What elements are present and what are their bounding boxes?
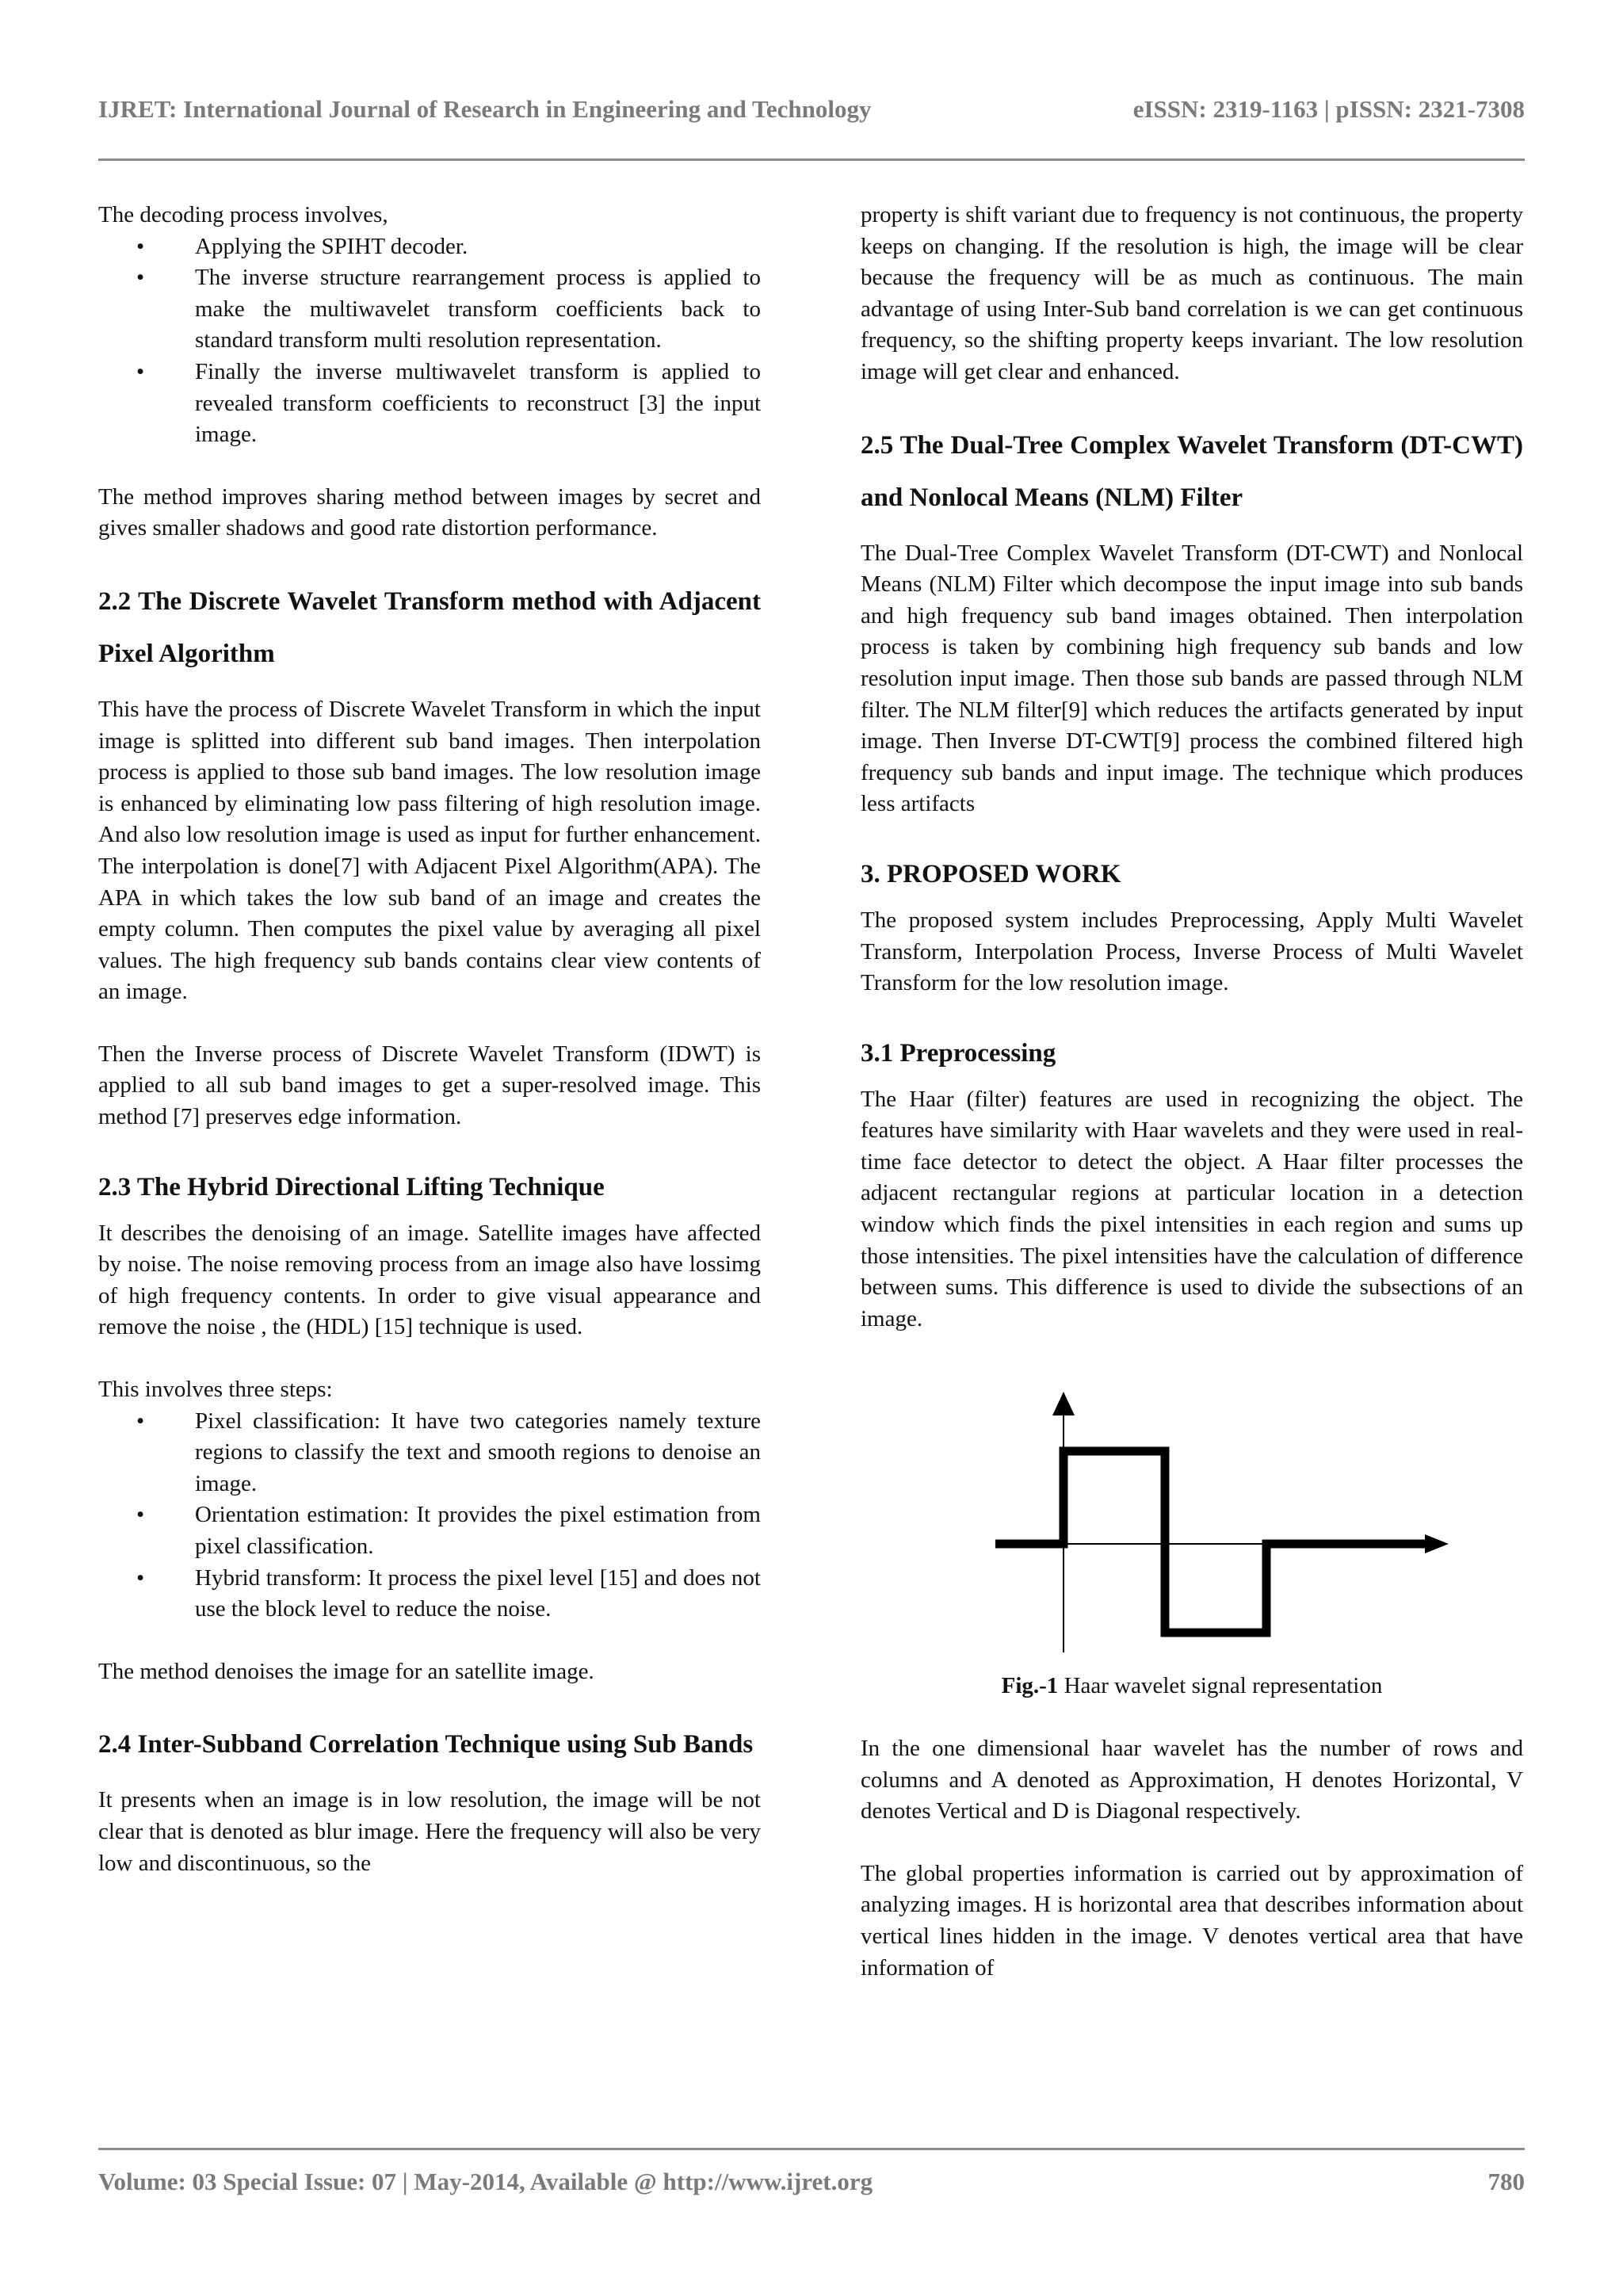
section-2-5-heading: 2.5 The Dual-Tree Complex Wavelet Transform (DT-CWT) and Nonlocal Means (NLM) Filter [861,430,1523,512]
left-column [98,200,761,1910]
header-divider [98,159,1525,161]
bullet-icon: • [136,358,145,384]
list-item: • Applying the SPIHT decoder. [98,231,761,263]
footer-divider [98,2148,1525,2150]
running-header [98,95,1525,135]
bullet-icon: • [136,1408,145,1434]
figure-label: Fig.-1 [1001,1673,1059,1699]
steps-intro: This involves three steps: [98,1377,333,1403]
right-column [861,200,1523,2015]
figure-caption [861,1671,1523,1702]
section-2-4-paragraph-1: It presents when an image is in low resolution, the image will be not clear that is denoted as blur image. Here the frequency will also be very low and discontinuous, so the [98,1787,761,1876]
bullet-icon: • [136,1564,145,1591]
section-2-3-paragraph-1: It describes the denoising of an image. Satellite images have affected by noise. The noise removing process from an image also have lossimg of high frequency contents. In order to give visual appearance and remove the noise , the (HDL) [15] technique is used. [98,1220,761,1340]
section-2-2-heading: 2.2 The Discrete Wavelet Transform method with Adjacent Pixel Algorithm [98,586,761,668]
section-2-4-heading: 2.4 Inter-Subband Correlation Technique using Sub Bands [98,1730,754,1759]
journal-title: IJRET: International Journal of Research in Engineering and Technology [98,95,872,123]
haar-signal-path [995,1451,1425,1633]
section-3-heading: 3. PROPOSED WORK [861,859,1121,888]
bullet-icon: • [136,265,145,291]
section-2-2-paragraph-2: Then the Inverse process of Discrete Wavelet Transform (IDWT) is applied to all sub band images to get a super-resolved image. This method [7] preserves edge information. [98,1041,761,1130]
section-2-3-heading: 2.3 The Hybrid Directional Lifting Technique [98,1172,605,1201]
section-3-1-paragraph-1: The Haar (filter) features are used in recognizing the object. The features have similarity with Haar wavelets and they were used in real-time face detector to detect the object. A Haar filter processes the adjacent rectangular regions at particular location in a detection window which finds the pixel intensities in each region and sums up those intensities. The pixel intensities have the calculation of difference between sums. This difference is used to divide the subsections of an image. [861,1086,1523,1331]
issn-info: eISSN: 2319-1163 | pISSN: 2321-7308 [1132,95,1525,123]
page-number: 780 [1487,2168,1525,2195]
list-item: • Orientation estimation: It provides the pixel estimation from pixel classification. [98,1499,761,1562]
list-item: • Finally the inverse multiwavelet transform is applied to revealed transform coefficients to reconstruct [3] the input image. [98,357,761,451]
list-item: • The inverse structure rearrangement process is applied to make the multiwavelet transform coefficients back to standard transform multi resolution representation. [98,262,761,357]
figure-caption-text: Haar wavelet signal representation [1058,1673,1383,1699]
section-3-1-heading: 3.1 Preprocessing [861,1038,1056,1068]
haar-paragraph-2: The global properties information is carried out by approximation of analyzing images. H is horizontal area that describes information about vertical lines hidden in the image. V denotes vertical area that have information of [861,1860,1523,1981]
bullet-icon: • [136,1502,145,1528]
decoding-intro: The decoding process involves, [98,202,388,227]
haar-wavelet-figure [861,1355,1523,1664]
section-3-paragraph-1: The proposed system includes Preprocessing, Apply Multi Wavelet Transform, Interpolation Process, Inverse Process of Multi Wavelet Transform for the low resolution image. [861,907,1523,996]
haar-wavelet-diagram [861,1355,1523,1664]
list-item: • Pixel classification: It have two categories namely texture regions to classify the text and smooth regions to denoise an image. [98,1406,761,1500]
running-footer [98,2168,1525,2207]
haar-paragraph-1: In the one dimensional haar wavelet has the number of rows and columns and A denoted as Approximation, H denotes Horizontal, V denotes Vertical and D is Diagonal respectively. [861,1736,1523,1824]
continuation-paragraph: property is shift variant due to frequency is not continuous, the property keeps on changing. If the resolution is high, the image will be clear because the frequency will be as much as continuous. The main advantage of using Inter-Sub band correlation is we can get continuous frequency, so the shifting property keeps invariant. The low resolution image will get clear and enhanced. [861,202,1523,384]
method-paragraph: The method improves sharing method between images by secret and gives smaller shadows and good rate distortion performance. [98,483,761,541]
hdl-steps-list [98,1406,761,1626]
section-2-5-paragraph-1: The Dual-Tree Complex Wavelet Transform (DT-CWT) and Nonlocal Means (NLM) Filter which decompose the input image into sub bands and high frequency sub band images obtained. Then interpolation process is taken by combining high frequency sub bands and low resolution input image. Then those sub bands are passed through NLM filter. The NLM filter[9] which reduces the artifacts generated by input image. Then Inverse DT-CWT[9] process the combined filtered high frequency sub bands and input image. The technique which produces less artifacts [861,540,1523,817]
x-axis-arrow-icon [1425,1534,1449,1553]
section-2-3-paragraph-2: The method denoises the image for an satellite image. [98,1658,594,1684]
volume-info: Volume: 03 Special Issue: 07 | May-2014, Available @ http://www.ijret.org [98,2168,873,2195]
y-axis-arrow-icon [1052,1392,1075,1415]
list-item: • Hybrid transform: It process the pixel level [15] and does not use the block level to reduce the noise. [98,1563,761,1626]
bullet-icon: • [136,233,145,259]
decoding-steps-list [98,231,761,451]
section-2-2-paragraph-1: This have the process of Discrete Wavelet Transform in which the input image is splitted into different sub band images. Then interpolation process is applied to those sub band images. The low resolution image is enhanced by eliminating low pass filtering of high resolution image. And also low resolution image is used as input for further enhancement. The interpolation is done[7] with Adjacent Pixel Algorithm(APA). The APA in which takes the low sub band of an image and creates the empty column. Then computes the pixel value by averaging all pixel values. The high frequency sub bands contains clear view contents of an image. [98,696,761,1005]
